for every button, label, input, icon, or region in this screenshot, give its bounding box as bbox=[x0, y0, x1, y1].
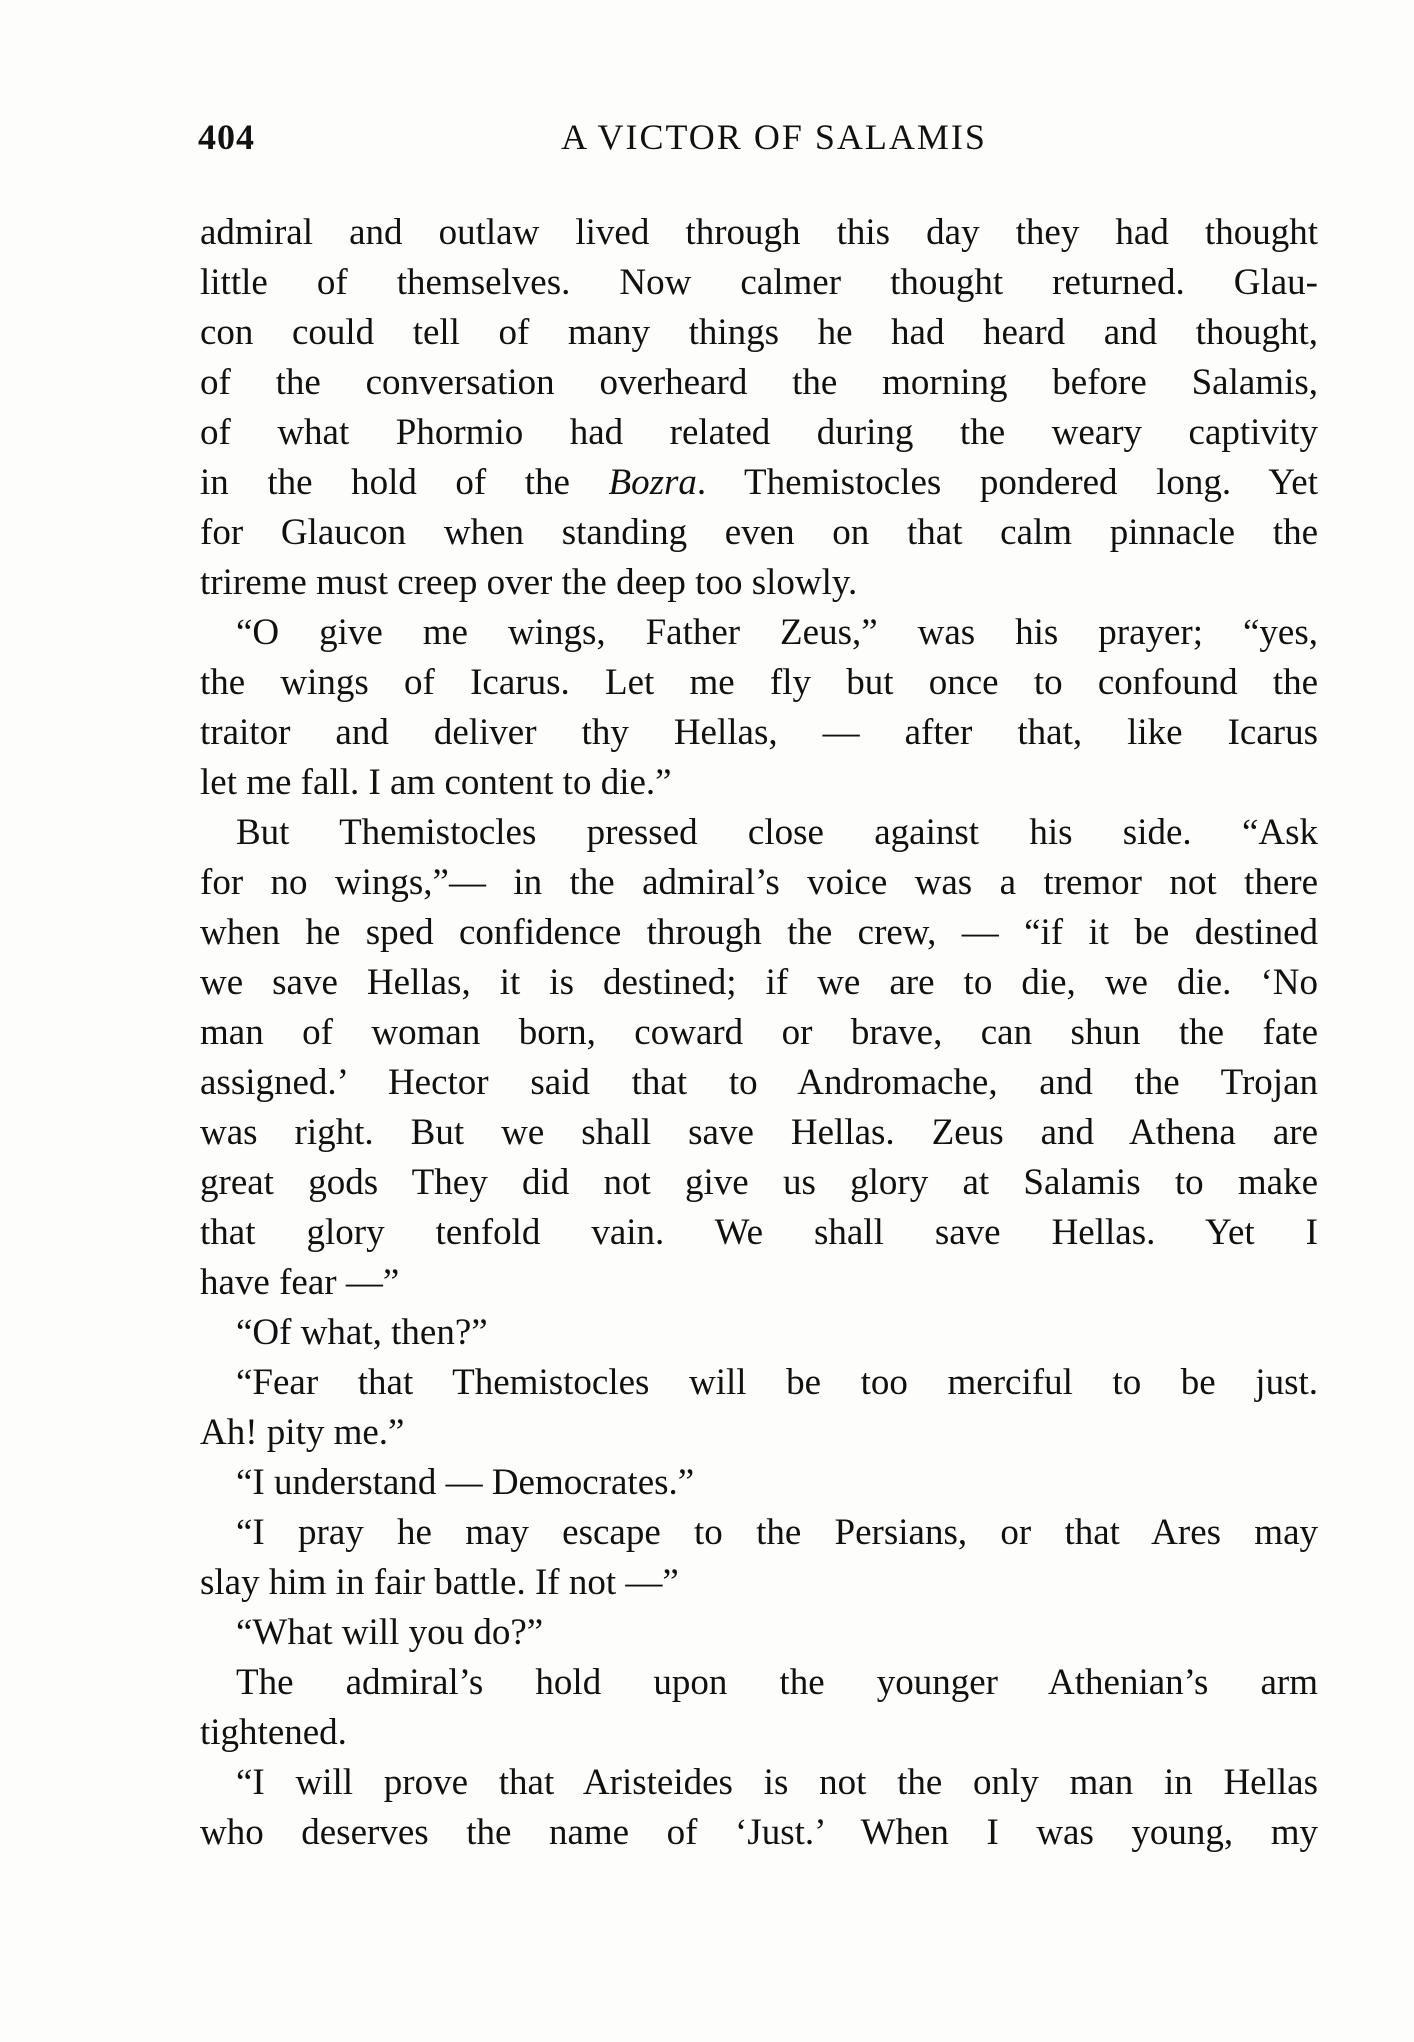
text-line: who deserves the name of ‘Just.’ When I was young, my bbox=[200, 1812, 1318, 1853]
text-line: tightened. bbox=[200, 1712, 347, 1753]
text-line: admiral and outlaw lived through this day they had thought bbox=[200, 212, 1318, 253]
text-line: slay him in fair battle. If not —” bbox=[200, 1562, 679, 1603]
text-line: was right. But we shall save Hellas. Zeus and Athena are bbox=[200, 1112, 1318, 1153]
text-line bbox=[200, 458, 1318, 508]
text-line: of what Phormio had related during the weary captivity bbox=[200, 412, 1318, 453]
text-line: “O give me wings, Father Zeus,” was his prayer; “yes, bbox=[236, 612, 1318, 653]
text-line: “Of what, then?” bbox=[236, 1312, 488, 1353]
text-line: con could tell of many things he had heard and thought, bbox=[200, 312, 1318, 353]
text-line: when he sped confidence through the crew, — “if it be destined bbox=[200, 912, 1318, 953]
ship-name-italic: Bozra bbox=[608, 462, 697, 503]
page-number: 404 bbox=[198, 117, 255, 157]
text-line: “I pray he may escape to the Persians, or that Ares may bbox=[236, 1512, 1318, 1553]
text-segment: . Themistocles pondered long. Yet bbox=[696, 462, 1318, 503]
text-line: little of themselves. Now calmer thought returned. Glau- bbox=[200, 262, 1318, 303]
text-line: “Fear that Themistocles will be too merciful to be just. bbox=[236, 1362, 1318, 1403]
text-line: “I will prove that Aristeides is not the only man in Hellas bbox=[236, 1762, 1318, 1803]
text-line: “What will you do?” bbox=[236, 1612, 544, 1653]
text-line: that glory tenfold vain. We shall save Hellas. Yet I bbox=[200, 1212, 1318, 1253]
text-line: for Glaucon when standing even on that calm pinnacle the bbox=[200, 512, 1318, 553]
text-line: the wings of Icarus. Let me fly but once to confound the bbox=[200, 662, 1318, 703]
text-line: man of woman born, coward or brave, can shun the fate bbox=[200, 1012, 1318, 1053]
text-line: trireme must creep over the deep too slowly. bbox=[200, 562, 858, 603]
page-header bbox=[198, 116, 1320, 166]
text-line: traitor and deliver thy Hellas, — after that, like Icarus bbox=[200, 712, 1318, 753]
text-line: let me fall. I am content to die.” bbox=[200, 762, 672, 803]
text-line: assigned.’ Hector said that to Andromache, and the Trojan bbox=[200, 1062, 1318, 1103]
text-segment: in the hold of the bbox=[200, 462, 609, 503]
text-line: for no wings,”— in the admiral’s voice was a tremor not there bbox=[200, 862, 1318, 903]
text-line: The admiral’s hold upon the younger Athenian’s arm bbox=[236, 1662, 1318, 1703]
text-line: have fear —” bbox=[200, 1262, 400, 1303]
body-text bbox=[200, 208, 1318, 1858]
text-line: we save Hellas, it is destined; if we are to die, we die. ‘No bbox=[200, 962, 1318, 1003]
text-line: “I understand — Democrates.” bbox=[236, 1462, 695, 1503]
running-title: A VICTOR OF SALAMIS bbox=[561, 117, 987, 157]
text-line: great gods They did not give us glory at Salamis to make bbox=[200, 1162, 1318, 1203]
text-line: But Themistocles pressed close against his side. “Ask bbox=[236, 812, 1318, 853]
text-line: Ah! pity me.” bbox=[200, 1412, 405, 1453]
text-line: of the conversation overheard the morning before Salamis, bbox=[200, 362, 1318, 403]
